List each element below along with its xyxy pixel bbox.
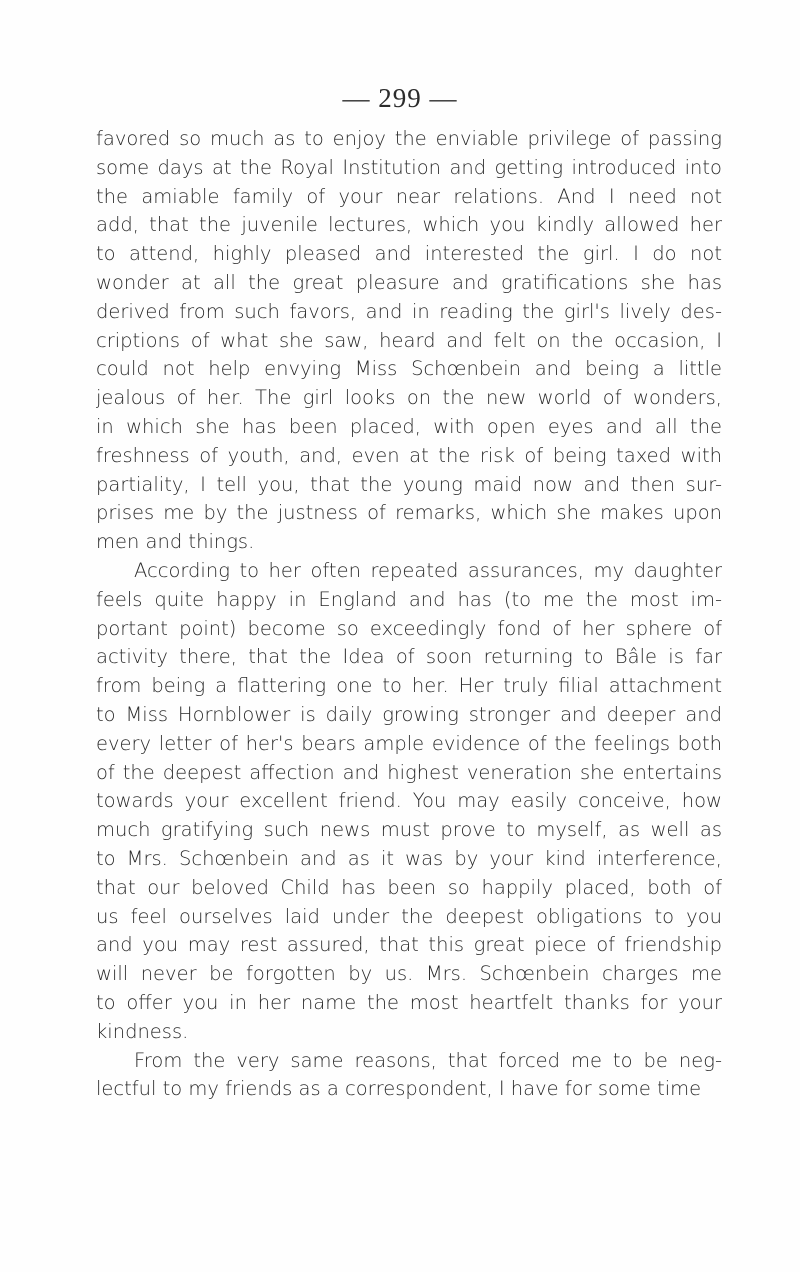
text-line: in which she has been placed, with open eyes and all the — [96, 414, 722, 438]
paragraph — [96, 557, 722, 1047]
paragraph — [96, 1047, 722, 1105]
text-line: of the deepest affection and highest veneration she entertains — [96, 760, 722, 784]
text-line: partiality, I tell you, that the young maid now and then sur- — [96, 472, 722, 496]
text-line: criptions of what she saw, heard and felt on the occasion, I — [96, 328, 722, 352]
text-line: us feel ourselves laid under the deepest obligations to you — [96, 904, 722, 928]
text-line: kindness. — [96, 1019, 189, 1043]
text-line: favored so much as to enjoy the enviable privilege of passing — [96, 127, 722, 150]
text-line: and you may rest assured, that this great piece of friendship — [96, 933, 722, 957]
page-number: — 299 — — [342, 83, 458, 113]
text-line: According to her often repeated assurances, my daughter — [134, 558, 722, 582]
body-text — [96, 125, 722, 1104]
text-line: men and things. — [96, 530, 255, 554]
text-line: every letter of her's bears ample evidence of the feelings both — [96, 731, 722, 755]
text-line: lectful to my friends as a correspondent, I have for some time — [96, 1077, 702, 1101]
text-line: to attend, highly pleased and interested the girl. I do not — [96, 242, 722, 266]
text-line: to Mrs. Schœnbein and as it was by your kind interference, — [96, 846, 722, 870]
text-line: the amiable family of your near relations. And I need not — [96, 184, 722, 208]
text-line: jealous of her. The girl looks on the new world of wonders, — [96, 386, 722, 410]
text-line: to Miss Hornblower is daily growing stronger and deeper and — [96, 702, 722, 726]
text-line: towards your excellent friend. You may easily conceive, how — [96, 789, 722, 813]
text-line: freshness of youth, and, even at the risk of being taxed with — [96, 443, 722, 467]
text-line: prises me by the justness of remarks, which she makes upon — [96, 501, 722, 525]
text-line: from being a flattering one to her. Her truly filial attachment — [96, 674, 722, 698]
text-line: From the very same reasons, that forced me to be neg- — [134, 1048, 722, 1072]
text-line: much gratifying such news must prove to myself, as well as — [96, 818, 722, 842]
text-line: derived from such favors, and in reading the girl's lively des- — [96, 299, 722, 323]
text-line: to offer you in her name the most heartfelt thanks for your — [96, 990, 722, 1014]
paragraph — [96, 125, 722, 557]
text-line: portant point) become so exceedingly fond of her sphere of — [96, 616, 722, 640]
text-line: will never be forgotten by us. Mrs. Schœnbein charges me — [96, 962, 722, 986]
text-line: wonder at all the great pleasure and gratifications she has — [96, 270, 722, 294]
text-line: that our beloved Child has been so happily placed, both of — [96, 875, 722, 899]
text-line: add, that the juvenile lectures, which you kindly allowed her — [96, 213, 722, 237]
text-line: feels quite happy in England and has (to me the most im- — [96, 587, 722, 611]
text-line: some days at the Royal Institution and getting introduced into — [96, 155, 722, 179]
text-line: could not help envying Miss Schœnbein and being a little — [96, 357, 722, 381]
text-line: activity there, that the Idea of soon returning to Bâle is far — [96, 645, 722, 669]
